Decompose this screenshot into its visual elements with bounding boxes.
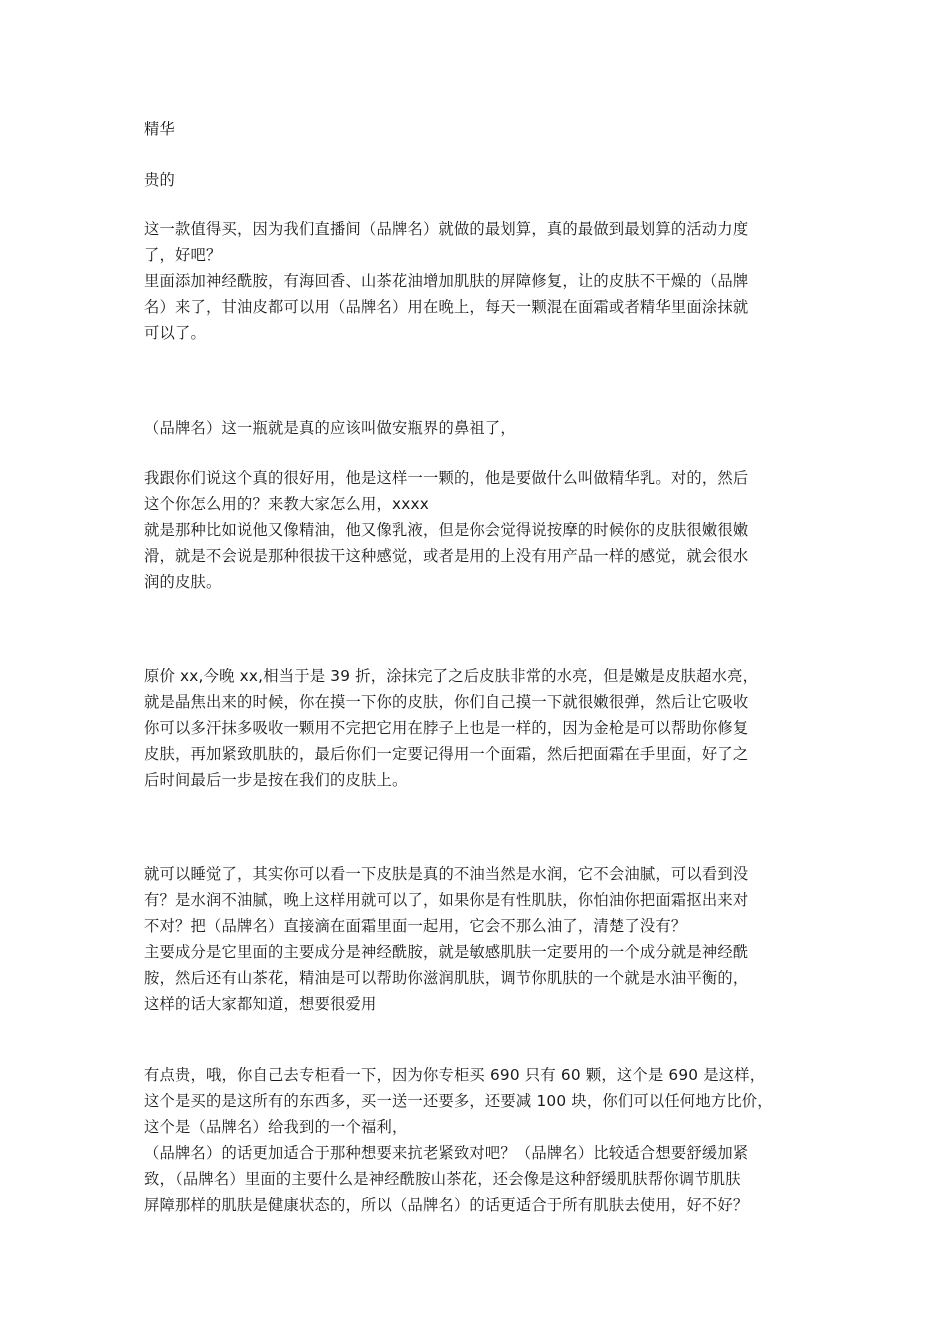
paragraph-line: 有？是水润不油腻，晚上这样用就可以了，如果你是有性肌肤，你怕油你把面霜抠出来对 — [144, 891, 749, 909]
paragraph-line: 不对？把（品牌名）直接滴在面霜里面一起用，它会不那么油了，清楚了没有？ — [144, 917, 687, 935]
paragraph-line: 有点贵，哦，你自己去专柜看一下，因为你专柜买 690 只有 60 颗，这个是 690 是这样， — [144, 1066, 766, 1084]
paragraph-line: 里面添加神经酰胺，有海回香、山茶花油增加肌肤的屏障修复，让的皮肤不干燥的（品牌 — [144, 272, 749, 290]
paragraph-3 — [144, 465, 816, 595]
paragraph-line: 原价 xx,今晚 xx,相当于是 39 折，涂抹完了之后皮肤非常的水亮，但是嫩是皮肤超水亮， — [144, 667, 759, 685]
paragraph-line: 你可以多汗抹多吸收一颗用不完把它用在脖子上也是一样的，因为金枪是可以帮助你修复 — [144, 719, 749, 737]
paragraph-line: （品牌名）这一瓶就是真的应该叫做安瓶界的鼻祖了， — [144, 419, 516, 437]
paragraph-6 — [144, 1062, 816, 1218]
heading-expensive: 贵的 — [144, 171, 175, 189]
paragraph-line: 主要成分是它里面的主要成分是神经酰胺，就是敏感肌肤一定要用的一个成分就是神经酰 — [144, 943, 749, 961]
paragraph-line: （品牌名）的话更加适合于那种想要来抗老紧致对吧？（品牌名）比较适合想要舒缓加紧 — [144, 1144, 749, 1162]
paragraph-5 — [144, 861, 816, 1017]
paragraph-line: 了，好吧？ — [144, 246, 222, 264]
paragraph-line: 屏障那样的肌肤是健康状态的，所以（品牌名）的话更适合于所有肌肤去使用，好不好？ — [144, 1196, 749, 1214]
paragraph-line: 润的皮肤。 — [144, 573, 222, 591]
paragraph-line: 这一款值得买，因为我们直播间（品牌名）就做的最划算，真的最做到最划算的活动力度 — [144, 220, 749, 238]
paragraph-line: 皮肤，再加紧致肌肤的，最后你们一定要记得用一个面霜，然后把面霜在手里面，好了之 — [144, 745, 749, 763]
paragraph-line: 可以了。 — [144, 324, 206, 342]
paragraph-line: 致，（品牌名）里面的主要什么是神经酰胺山茶花，还会像是这种舒缓肌肤帮你调节肌肤 — [144, 1170, 741, 1188]
paragraph-2 — [144, 415, 816, 441]
paragraph-line: 滑，就是不会说是那种很拔干这种感觉，或者是用的上没有用产品一样的感觉，就会很水 — [144, 547, 749, 565]
paragraph-line: 这个你怎么用的？来教大家怎么用，xxxx — [144, 495, 429, 513]
paragraph-line: 就是晶焦出来的时候，你在摸一下你的皮肤，你们自己摸一下就很嫩很弹，然后让它吸收 — [144, 693, 749, 711]
paragraph-line: 这个是买的是这所有的东西多，买一送一还要多，还要减 100 块，你们可以任何地方比价， — [144, 1092, 773, 1110]
paragraph-line: 后时间最后一步是按在我们的皮肤上。 — [144, 771, 408, 789]
paragraph-4 — [144, 663, 816, 793]
heading-essence: 精华 — [144, 120, 175, 138]
paragraph-1 — [144, 216, 816, 346]
paragraph-line: 名）来了，甘油皮都可以用（品牌名）用在晚上，每天一颗混在面霜或者精华里面涂抹就 — [144, 298, 749, 316]
paragraph-line: 我跟你们说这个真的很好用，他是这样一一颗的，他是要做什么叫做精华乳。对的，然后 — [144, 469, 749, 487]
paragraph-line: 胺，然后还有山茶花，精油是可以帮助你滋润肌肤，调节你肌肤的一个就是水油平衡的， — [144, 969, 749, 987]
paragraph-line: 就是那种比如说他又像精油，他又像乳液，但是你会觉得说按摩的时候你的皮肤很嫩很嫩 — [144, 521, 749, 539]
paragraph-line: 这个是（品牌名）给我到的一个福利， — [144, 1118, 408, 1136]
paragraph-line: 就可以睡觉了，其实你可以看一下皮肤是真的不油当然是水润，它不会油腻，可以看到没 — [144, 865, 749, 883]
paragraph-line: 这样的话大家都知道，想要很爱用 — [144, 995, 377, 1013]
